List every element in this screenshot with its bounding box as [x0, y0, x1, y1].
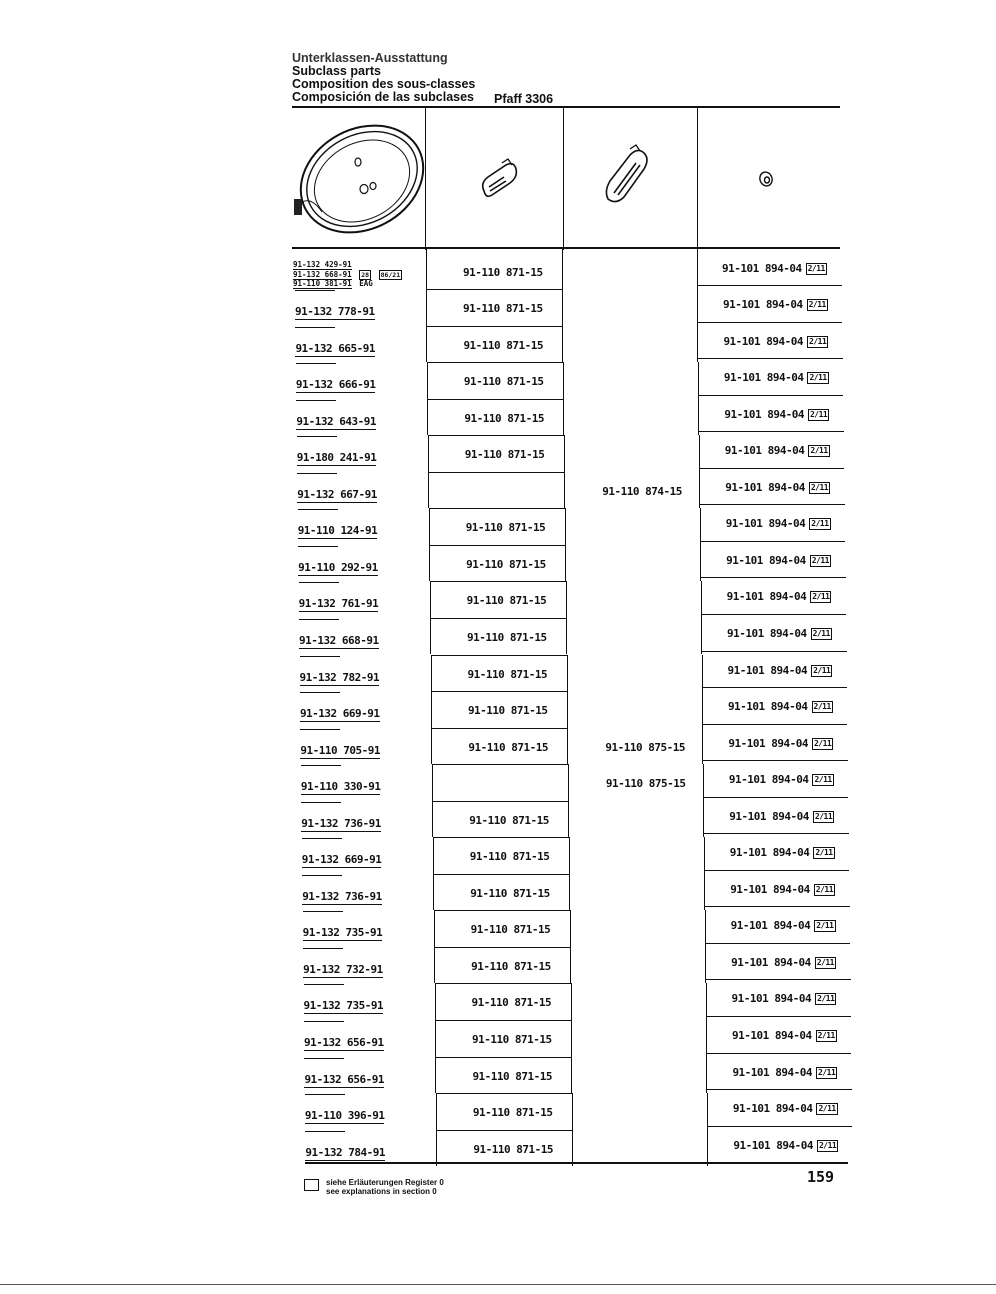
register-badge: 2/11 — [817, 1031, 835, 1040]
row-separator — [706, 979, 851, 980]
part-number-col4 — [728, 664, 833, 677]
row-separator — [702, 724, 847, 725]
part-number-col2: 91-110 871-15 — [466, 557, 546, 571]
part-number: 91-101 894-04 — [725, 480, 805, 494]
column-divider — [435, 1020, 436, 1057]
subclass-number: 91-132 735-91 — [302, 926, 383, 940]
column-divider — [431, 728, 432, 765]
part-number-col2: 91-110 871-15 — [470, 923, 551, 937]
column-divider — [428, 435, 429, 472]
column-divider — [566, 581, 567, 618]
scan-edge-line — [0, 1284, 996, 1285]
register-badge: 2/11 — [809, 409, 828, 419]
register-badge: 2/11 — [811, 555, 829, 565]
column-divider — [705, 910, 706, 947]
part-number-col4 — [732, 992, 837, 1005]
row-separator — [299, 582, 339, 583]
column-divider — [568, 801, 569, 838]
part-number-col4 — [725, 481, 830, 494]
row-separator — [697, 322, 842, 323]
part-number-col4 — [722, 262, 827, 275]
subclass-number: 91-110 292-91 — [298, 560, 378, 574]
subclass-number: 91-132 782-91 — [299, 670, 380, 684]
column-divider — [568, 764, 569, 801]
row-separator — [435, 1057, 571, 1058]
column-divider — [571, 1020, 572, 1057]
part-number: 91-101 894-04 — [732, 1029, 812, 1042]
register-badge: 28 — [361, 270, 370, 279]
part-number-col3: 91-110 875-15 — [605, 740, 685, 754]
register-badge: 2/11 — [814, 775, 832, 785]
row-separator — [297, 436, 337, 437]
column-divider — [704, 874, 705, 911]
column-divider — [562, 249, 563, 289]
subclass-number: 91-180 241-91 — [296, 451, 377, 465]
row-separator — [702, 651, 847, 652]
column-divider — [569, 874, 570, 911]
part-number-col2: 91-110 871-15 — [472, 1033, 552, 1046]
column-divider — [426, 326, 427, 363]
part-number-col4 — [732, 1029, 837, 1042]
column-divider — [430, 581, 431, 618]
part-number-col4 — [730, 846, 835, 859]
column-divider — [432, 764, 433, 801]
row-separator — [433, 837, 569, 838]
column-divider — [571, 983, 572, 1020]
part-number-col4 — [733, 1139, 838, 1152]
page-number: 159 — [807, 1168, 835, 1186]
row-separator — [703, 797, 848, 798]
column-divider — [707, 1130, 708, 1167]
row-separator — [434, 947, 570, 948]
column-divider — [562, 326, 563, 363]
column-divider — [435, 983, 436, 1020]
column-divider — [701, 618, 702, 655]
column-divider — [431, 655, 432, 692]
column-divider — [566, 618, 567, 655]
register-badge: 2/11 — [815, 884, 834, 894]
subclass-tag: EAG — [359, 278, 373, 288]
part-number-col4 — [727, 627, 832, 640]
column-divider — [697, 289, 698, 326]
column-divider — [569, 837, 570, 874]
part-number-col4 — [726, 517, 831, 530]
subclass-number: 91-132 668-91 — [299, 633, 379, 647]
column-divider — [428, 472, 429, 509]
part-number-col2: 91-110 871-15 — [472, 1069, 553, 1083]
footer-note — [326, 1178, 444, 1196]
part-number-col4 — [729, 773, 834, 786]
part-number-col2: 91-110 871-15 — [465, 521, 546, 535]
title-es: Composición de las subclases — [292, 90, 475, 104]
subclass-number: 91-132 666-91 — [295, 378, 376, 392]
register-badge: 2/11 — [810, 446, 828, 456]
register-badge: 2/11 — [812, 628, 830, 638]
footer-note-de: siehe Erläuterungen Register 0 — [326, 1178, 444, 1187]
cover-plate-illustration — [292, 107, 425, 247]
subclass-number: 91-132 778-91 — [295, 305, 375, 318]
column-divider — [702, 728, 703, 765]
column-divider — [697, 326, 698, 363]
column-divider — [567, 728, 568, 765]
column-divider — [433, 874, 434, 911]
register-badge: 2/11 — [814, 811, 833, 821]
row-separator — [430, 581, 566, 582]
row-separator — [305, 1094, 345, 1095]
column-divider — [429, 545, 430, 582]
part-number-col2: 91-110 871-15 — [463, 338, 544, 352]
column-divider — [567, 691, 568, 728]
column-divider — [706, 1020, 707, 1057]
part-number-col2: 91-110 871-15 — [470, 886, 550, 900]
row-separator — [706, 1016, 851, 1017]
register-badge: 2/11 — [811, 519, 829, 529]
part-number-col4 — [731, 919, 836, 932]
column-divider — [434, 910, 435, 947]
row-separator — [299, 619, 339, 620]
row-separator — [705, 906, 850, 907]
part-number-col2: 91-110 871-15 — [469, 813, 549, 827]
register-box-icon — [304, 1179, 319, 1191]
row-separator — [304, 984, 344, 985]
register-badge: 2/11 — [808, 300, 826, 309]
row-separator — [707, 1089, 852, 1090]
part-number: 91-101 894-04 — [726, 590, 807, 604]
row-separator — [429, 508, 565, 509]
image-row-rule — [292, 247, 840, 249]
register-badge: 2/11 — [807, 264, 825, 273]
column-divider — [564, 435, 565, 472]
row-separator — [699, 431, 844, 432]
subclass-number: 91-110 330-91 — [300, 780, 381, 794]
row-separator — [300, 656, 340, 657]
column-divider — [563, 362, 564, 399]
register-badge: 2/11 — [813, 738, 832, 748]
register-badge: 2/11 — [818, 1067, 836, 1077]
subclass-number: 91-132 643-91 — [296, 414, 376, 428]
column-divider — [705, 947, 706, 984]
column-divider — [436, 1093, 437, 1130]
part-number-col4 — [723, 298, 828, 311]
column-divider — [429, 508, 430, 545]
title-de: Unterklassen-Ausstattung — [292, 51, 448, 65]
part-number-col3: 91-110 875-15 — [605, 777, 686, 791]
subclass-number: 91-132 735-91 — [303, 999, 384, 1013]
part-number: 91-101 894-04 — [731, 955, 811, 969]
row-separator — [304, 1021, 344, 1022]
column-divider — [572, 1130, 573, 1167]
part-number: 91-101 894-04 — [722, 262, 802, 275]
part-number: 91-101 894-04 — [729, 809, 809, 823]
row-separator — [304, 1058, 344, 1059]
subclass-number: 91-110 396-91 — [304, 1109, 385, 1123]
row-separator — [703, 760, 848, 761]
part-number-col4 — [725, 444, 830, 457]
row-separator — [427, 362, 563, 363]
subclass-number: 91-132 669-91 — [299, 707, 380, 721]
part-number-col4 — [733, 1102, 838, 1115]
row-separator — [705, 943, 850, 944]
row-separator — [430, 618, 566, 619]
part-number: 91-101 894-04 — [727, 663, 808, 677]
column-divider — [432, 801, 433, 838]
part-number-col2: 91-110 871-15 — [471, 996, 552, 1010]
part-number: 91-101 894-04 — [723, 371, 804, 385]
subclass-number: 91-132 669-91 — [301, 853, 382, 867]
part-number-col2: 91-110 871-15 — [467, 704, 548, 718]
column-divider — [426, 249, 427, 289]
column-divider — [427, 362, 428, 399]
column-divider — [434, 947, 435, 984]
footer-note-en: see explanations in section 0 — [326, 1187, 437, 1196]
screw-part-illustration — [698, 107, 840, 247]
part-number-col4 — [726, 554, 831, 567]
subclass-number: 91-132 736-91 — [301, 816, 381, 830]
column-divider — [567, 655, 568, 692]
page-header — [292, 52, 852, 104]
part-number-col2: 91-110 871-15 — [468, 740, 548, 754]
row-separator — [300, 692, 340, 693]
part-number-col4 — [724, 371, 829, 384]
part-number-col2: 91-110 871-15 — [471, 959, 551, 973]
first-row-subclasses — [293, 261, 402, 288]
row-separator — [698, 395, 843, 396]
column-divider — [565, 545, 566, 582]
column-divider — [698, 399, 699, 436]
part-number-col4 — [728, 700, 833, 713]
subclass-number: 91-132 761-91 — [298, 597, 379, 611]
register-badge: 2/11 — [810, 482, 829, 492]
part-number-col2: 91-110 871-15 — [467, 667, 548, 681]
row-separator — [706, 1053, 851, 1054]
row-separator — [436, 1093, 572, 1094]
part-number: 91-101 894-04 — [732, 1102, 813, 1116]
column-divider — [700, 508, 701, 545]
part-number-col2: 91-110 871-15 — [463, 302, 543, 315]
part-number-col4 — [723, 335, 828, 348]
row-separator — [435, 983, 571, 984]
part-number-col4 — [732, 1066, 837, 1079]
row-separator — [302, 875, 342, 876]
register-badge: 2/11 — [809, 336, 827, 346]
part-number-col4 — [724, 408, 829, 421]
row-separator — [295, 290, 335, 291]
part-number: 91-101 894-04 — [730, 919, 811, 933]
column-divider — [706, 1057, 707, 1094]
column-divider — [706, 983, 707, 1020]
column-divider — [436, 1130, 437, 1167]
part-number-col2: 91-110 871-15 — [463, 266, 543, 279]
column-divider — [701, 581, 702, 618]
subclass-number: 91-132 665-91 — [295, 341, 376, 355]
row-separator — [431, 655, 567, 656]
row-separator — [426, 289, 562, 290]
register-badge: 2/11 — [813, 665, 831, 675]
part-number: 91-101 894-04 — [723, 298, 803, 311]
part-number: 91-101 894-04 — [729, 846, 810, 860]
row-separator — [303, 911, 343, 912]
title-fr: Composition des sous-classes — [292, 77, 476, 91]
row-separator — [704, 870, 849, 871]
register-badge: 2/11 — [818, 1104, 836, 1114]
row-separator — [434, 910, 570, 911]
part-number-col4 — [729, 810, 834, 823]
row-separator — [301, 765, 341, 766]
title-en: Subclass parts — [292, 64, 381, 78]
part-number-col4 — [727, 590, 832, 603]
row-separator — [302, 838, 342, 839]
row-separator — [303, 948, 343, 949]
row-separator — [435, 1020, 571, 1021]
part-number: 91-101 894-04 — [727, 626, 807, 640]
row-separator — [697, 285, 842, 286]
column-divider — [700, 545, 701, 582]
register-badge: 2/11 — [817, 994, 835, 1004]
row-separator — [428, 435, 564, 436]
part-number-col2: 91-110 871-15 — [463, 375, 544, 389]
part-number: 91-101 894-04 — [733, 1138, 813, 1152]
register-badge: 2/11 — [813, 702, 831, 712]
register-badge: 2/11 — [815, 848, 833, 858]
row-separator — [298, 509, 338, 510]
part-number-col2: 91-110 871-15 — [469, 850, 550, 864]
part-number-col2: 91-110 871-15 — [466, 594, 547, 608]
part-number-col4 — [731, 956, 836, 969]
register-badge: 2/11 — [816, 957, 834, 967]
row-separator — [699, 468, 844, 469]
row-separator — [436, 1130, 572, 1131]
row-separator — [707, 1126, 852, 1127]
part-number-col4 — [730, 883, 835, 896]
column-divider — [702, 655, 703, 692]
part-number-col2: 91-110 871-15 — [473, 1142, 553, 1156]
row-separator — [426, 326, 562, 327]
column-divider — [707, 1093, 708, 1130]
table-bottom-rule — [305, 1162, 848, 1164]
row-separator — [300, 729, 340, 730]
row-separator — [427, 399, 563, 400]
subclass-number: 91-110 381-91 — [293, 278, 352, 288]
column-divider — [571, 1057, 572, 1094]
part-number: 91-101 894-04 — [724, 444, 805, 458]
part-number-col2: 91-110 871-15 — [464, 448, 545, 462]
subclass-number: 91-110 124-91 — [297, 524, 378, 538]
row-separator — [429, 545, 565, 546]
register-badge: 86/21 — [380, 270, 401, 279]
row-separator — [698, 358, 843, 359]
part-number: 91-101 894-04 — [732, 1065, 813, 1079]
row-separator — [296, 363, 336, 364]
register-badge: 2/11 — [818, 1140, 837, 1150]
row-separator — [428, 472, 564, 473]
row-separator — [700, 504, 845, 505]
row-separator — [432, 801, 568, 802]
part-number: 91-101 894-04 — [731, 992, 812, 1006]
subclass-number: 91-132 656-91 — [304, 1072, 385, 1086]
part-number: 91-101 894-04 — [727, 700, 808, 714]
column-divider — [433, 837, 434, 874]
column-divider — [570, 947, 571, 984]
part-number: 91-101 894-04 — [723, 334, 804, 348]
model-name: Pfaff 3306 — [494, 92, 554, 106]
column-divider — [426, 289, 427, 326]
part-number: 91-101 894-04 — [730, 882, 810, 896]
column-divider — [699, 435, 700, 472]
column-divider — [427, 399, 428, 436]
subclass-number: 91-132 732-91 — [303, 962, 383, 976]
row-separator — [432, 764, 568, 765]
row-separator — [298, 546, 338, 547]
part-number-col3: 91-110 874-15 — [602, 484, 682, 498]
row-separator — [297, 473, 337, 474]
row-separator — [296, 400, 336, 401]
subclass-number: 91-132 668-91 — [293, 269, 352, 279]
column-divider — [702, 691, 703, 728]
subclass-number: 91-132 736-91 — [302, 889, 382, 903]
column-divider — [431, 691, 432, 728]
part-number-col2: 91-110 871-15 — [464, 411, 544, 425]
column-divider — [562, 289, 563, 326]
row-separator — [700, 541, 845, 542]
part-number-col2: 91-110 871-15 — [467, 630, 547, 644]
row-separator — [301, 802, 341, 803]
column-divider — [435, 1057, 436, 1094]
part-number: 91-101 894-04 — [728, 773, 809, 787]
part-number: 91-101 894-04 — [728, 736, 808, 750]
parts-illustration-row — [292, 107, 840, 247]
register-badge: 2/11 — [809, 373, 827, 383]
column-divider — [699, 472, 700, 509]
row-separator — [305, 1131, 345, 1132]
row-separator — [701, 577, 846, 578]
row-separator — [702, 687, 847, 688]
slide-part-874-illustration — [564, 107, 697, 247]
subclass-number: 91-132 656-91 — [304, 1036, 384, 1049]
column-divider — [570, 910, 571, 947]
row-separator — [295, 327, 335, 328]
row-separator — [433, 874, 569, 875]
register-badge: 2/11 — [812, 592, 830, 602]
slide-part-871-illustration — [426, 107, 563, 247]
part-number: 91-101 894-04 — [724, 407, 804, 421]
part-number: 91-101 894-04 — [725, 517, 806, 531]
column-divider — [703, 764, 704, 801]
row-separator — [701, 614, 846, 615]
column-divider — [704, 837, 705, 874]
part-number-col2: 91-110 871-15 — [472, 1106, 553, 1120]
part-number: 91-101 894-04 — [726, 553, 806, 567]
column-divider — [565, 508, 566, 545]
column-divider — [430, 618, 431, 655]
row-separator — [704, 833, 849, 834]
subclass-number: 91-132 667-91 — [297, 487, 377, 501]
part-number-col4 — [728, 737, 833, 750]
column-divider — [563, 399, 564, 436]
register-badge: 2/11 — [816, 921, 834, 931]
column-divider — [703, 801, 704, 838]
subclass-number: 91-132 429-91 — [293, 260, 352, 269]
column-divider — [564, 472, 565, 509]
column-divider — [697, 249, 698, 289]
row-separator — [431, 728, 567, 729]
subclass-number: 91-110 705-91 — [300, 743, 380, 757]
column-divider — [572, 1093, 573, 1130]
row-separator — [431, 691, 567, 692]
subclass-number: 91-132 784-91 — [305, 1145, 385, 1159]
column-divider — [698, 362, 699, 399]
